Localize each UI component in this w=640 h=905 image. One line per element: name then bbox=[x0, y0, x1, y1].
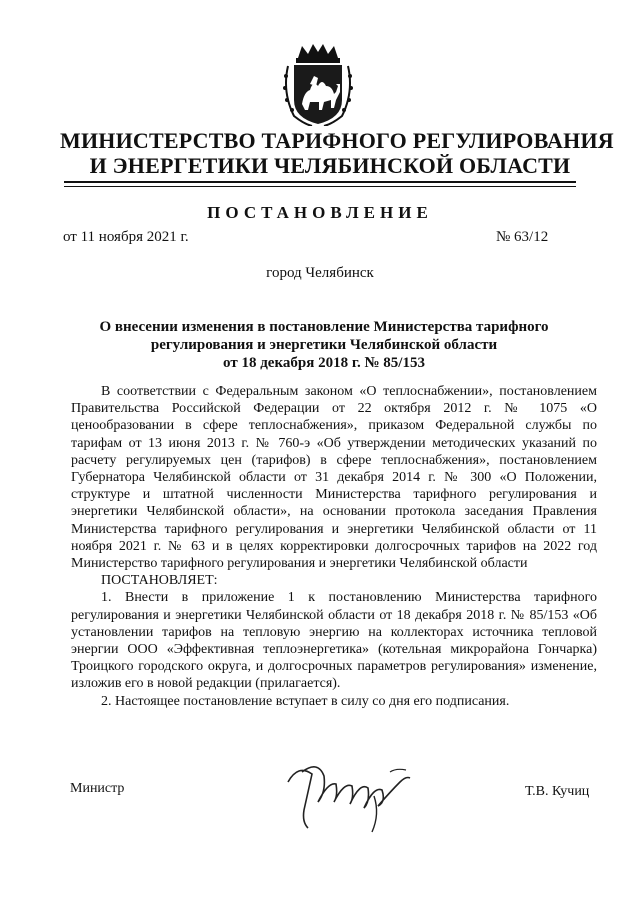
document-number: № 63/12 bbox=[496, 229, 549, 245]
header-divider-thin bbox=[64, 186, 576, 187]
preamble-paragraph: В соответствии с Федеральным законом «О теплоснабжении», постановлением Правительства Российской Федерации от 22 октября 2012 г. № 1075 «О ценообразовании в сфере теплоснабжения», приказом Федеральной службы по тарифам от 13 июня 2013 г. № 760-э «Об утверждении методических указаний по расчету регулируемых цен (тарифов) в сфере теплоснабжения», постановлением Губернатора Челябинской области от 31 декабря 2014 г. № 300 «О Положении, структуре и штатной численности Министерства тарифного регулирования и энергетики Челябинской области», на основании протокола заседания Правления Министерства тарифного регулирования и энергетики Челябинской области от 11 ноября 2021 г. № 63 и в целях корректировки долгосрочных тарифов на 2022 год Министерство тарифного регулирования и энергетики Челябинской области bbox=[71, 384, 597, 572]
document-title-line1: О внесении изменения в постановление Министерства тарифного bbox=[99, 319, 549, 335]
item-1-paragraph: 1. Внести в приложение 1 к постановлению Министерства тарифного регулирования и энергетики Челябинской области от 18 декабря 2018 г. № 85/153 «Об установлении тарифов на тепловую энергию на коллекторах источника тепловой энергии ООО «Эффективная теплоэнергетика» (котельная микрорайона Гончарка) Троицкого городского округа, и долгосрочных параметров регулирования» изменение, изложив его в новой редакции (прилагается). bbox=[71, 590, 597, 692]
document-type: ПОСТАНОВЛЕНИЕ bbox=[207, 203, 433, 222]
document-title-line3: от 18 декабря 2018 г. № 85/153 bbox=[223, 355, 425, 371]
decree-word: ПОСТАНОВЛЯЕТ: bbox=[101, 573, 218, 589]
document-body bbox=[71, 383, 597, 710]
document-date: от 11 ноября 2021 г. bbox=[63, 229, 189, 245]
coat-of-arms-icon bbox=[280, 42, 356, 126]
header-divider-thick bbox=[64, 181, 576, 183]
ministry-name-line2: И ЭНЕРГЕТИКИ ЧЕЛЯБИНСКОЙ ОБЛАСТИ bbox=[89, 153, 571, 178]
ministry-name-line1: МИНИСТЕРСТВО ТАРИФНОГО РЕГУЛИРОВАНИЯ bbox=[60, 128, 614, 153]
ministry-name bbox=[60, 128, 614, 178]
document-title bbox=[90, 318, 558, 372]
handwritten-signature-icon bbox=[278, 752, 418, 836]
document-city: город Челябинск bbox=[266, 265, 374, 281]
signer-name: Т.В. Кучиц bbox=[525, 784, 590, 799]
item-2-paragraph: 2. Настоящее постановление вступает в силу со дня его подписания. bbox=[101, 693, 510, 709]
document-title-line2: регулирования и энергетики Челябинской области bbox=[150, 337, 498, 353]
signer-role: Министр bbox=[70, 781, 125, 796]
